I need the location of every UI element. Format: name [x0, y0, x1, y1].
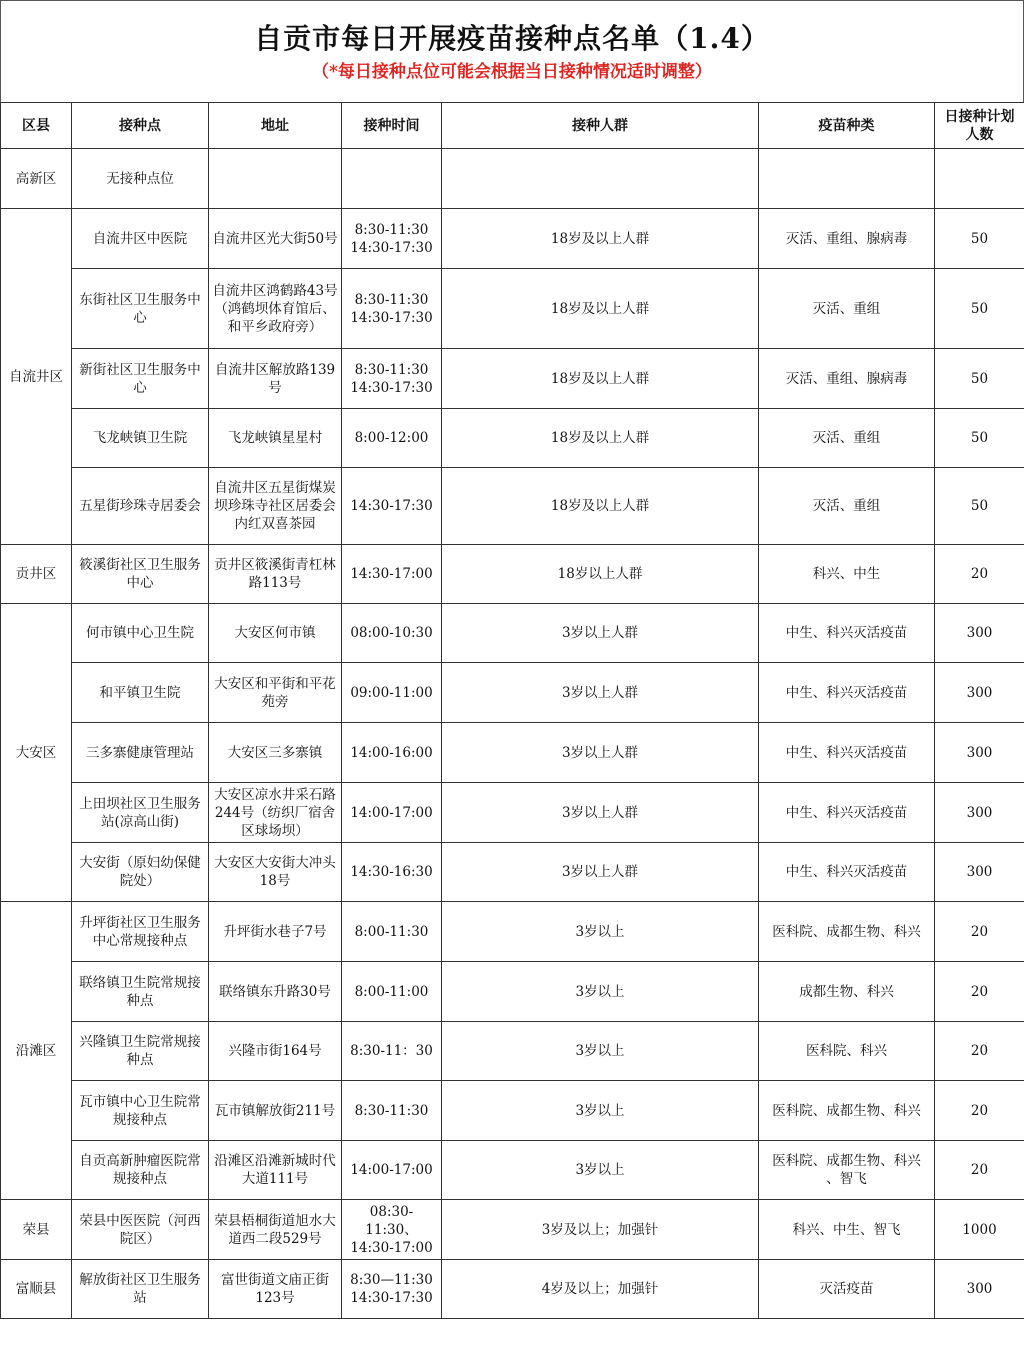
- column-header-district: 区县: [1, 103, 72, 149]
- vaccine-cell: 中生、科兴灭活疫苗: [759, 843, 935, 902]
- plan-cell: 50: [935, 468, 1024, 545]
- district-cell: 荣县: [1, 1200, 72, 1260]
- vaccine-cell: 中生、科兴灭活疫苗: [759, 783, 935, 843]
- column-header-vaccine: 疫苗种类: [759, 103, 935, 149]
- plan-cell: 300: [935, 723, 1024, 783]
- site-cell: 荣县中医医院（河西 院区）: [72, 1200, 209, 1260]
- time-cell: 14:30-16:30: [342, 843, 442, 902]
- table-row: [1, 269, 1024, 349]
- plan-cell: 50: [935, 269, 1024, 349]
- plan-cell: 300: [935, 843, 1024, 902]
- site-cell: 自贡高新肿瘤医院常 规接种点: [72, 1141, 209, 1200]
- group-cell: 3岁以上: [442, 1022, 759, 1081]
- group-cell: 4岁及以上；加强针: [442, 1260, 759, 1319]
- plan-cell: 300: [935, 604, 1024, 663]
- page-title: 自贡市每日开展疫苗接种点名单（1.4）: [254, 22, 770, 55]
- plan-cell: 300: [935, 663, 1024, 723]
- table-row: [1, 962, 1024, 1022]
- plan-cell: 20: [935, 545, 1024, 604]
- site-cell: 何市镇中心卫生院: [72, 604, 209, 663]
- vaccine-cell: 医科院、成都生物、科兴 、智飞: [759, 1141, 935, 1200]
- group-cell: 18岁及以上人群: [442, 468, 759, 545]
- site-cell: 新街社区卫生服务中 心: [72, 349, 209, 409]
- vaccine-cell: 医科院、科兴: [759, 1022, 935, 1081]
- column-header-group: 接种人群: [442, 103, 759, 149]
- address-cell: 贡井区筱溪街青杠林 路113号: [209, 545, 342, 604]
- table-row: [1, 1081, 1024, 1141]
- vaccine-cell: 灭活、重组、腺病毒: [759, 209, 935, 269]
- group-cell: 3岁以上人群: [442, 663, 759, 723]
- time-cell: 8:00-12:00: [342, 409, 442, 468]
- plan-cell: 20: [935, 1141, 1024, 1200]
- site-cell: 三多寨健康管理站: [72, 723, 209, 783]
- vaccination-sites-table: [0, 102, 1024, 1319]
- plan-cell: 1000: [935, 1200, 1024, 1260]
- group-cell: 3岁以上: [442, 902, 759, 962]
- time-cell: 8:30-11:30 14:30-17:30: [342, 209, 442, 269]
- title-block: [0, 0, 1024, 102]
- group-cell: 3岁及以上；加强针: [442, 1200, 759, 1260]
- time-cell: 8:30-11:30 14:30-17:30: [342, 269, 442, 349]
- group-cell: 3岁以上人群: [442, 783, 759, 843]
- time-cell: 8:30-11:30: [342, 1081, 442, 1141]
- group-cell: 3岁以上: [442, 1141, 759, 1200]
- address-cell: 自流井区解放路139 号: [209, 349, 342, 409]
- time-cell: 14:00-17:00: [342, 1141, 442, 1200]
- plan-cell: [935, 149, 1024, 209]
- group-cell: [442, 149, 759, 209]
- site-cell: 联络镇卫生院常规接 种点: [72, 962, 209, 1022]
- site-cell: 和平镇卫生院: [72, 663, 209, 723]
- time-cell: 8:00-11:30: [342, 902, 442, 962]
- group-cell: 18岁及以上人群: [442, 349, 759, 409]
- time-cell: 14:00-17:00: [342, 783, 442, 843]
- vaccine-cell: 科兴、中生、智飞: [759, 1200, 935, 1260]
- table-header: [1, 103, 1024, 149]
- group-cell: 18岁及以上人群: [442, 269, 759, 349]
- address-cell: 兴隆市街164号: [209, 1022, 342, 1081]
- time-cell: 08:30-11:30、 14:30-17:00: [342, 1200, 442, 1260]
- vaccine-cell: 灭活、重组: [759, 409, 935, 468]
- group-cell: 3岁以上人群: [442, 843, 759, 902]
- time-cell: 8:30-11：30: [342, 1022, 442, 1081]
- page-subtitle: （*每日接种点位可能会根据当日接种情况适时调整）: [312, 62, 712, 82]
- vaccine-cell: 灭活、重组、腺病毒: [759, 349, 935, 409]
- table-row: [1, 723, 1024, 783]
- address-cell: 大安区何市镇: [209, 604, 342, 663]
- column-header-plan: 日接种计划 人数: [935, 103, 1024, 149]
- district-cell: 沿滩区: [1, 902, 72, 1200]
- column-header-time: 接种时间: [342, 103, 442, 149]
- table-row: [1, 545, 1024, 604]
- table-body: [1, 149, 1024, 1319]
- vaccine-cell: [759, 149, 935, 209]
- vaccine-cell: 医科院、成都生物、科兴: [759, 1081, 935, 1141]
- address-cell: 自流井区鸿鹤路43号 （鸿鹤坝体育馆后、 和平乡政府旁）: [209, 269, 342, 349]
- table-row: [1, 604, 1024, 663]
- address-cell: 联络镇东升路30号: [209, 962, 342, 1022]
- header-row: [1, 103, 1024, 149]
- address-cell: 瓦市镇解放街211号: [209, 1081, 342, 1141]
- vaccine-cell: 中生、科兴灭活疫苗: [759, 604, 935, 663]
- district-cell: 贡井区: [1, 545, 72, 604]
- district-cell: 富顺县: [1, 1260, 72, 1319]
- group-cell: 18岁以上人群: [442, 545, 759, 604]
- address-cell: 升坪街水巷子7号: [209, 902, 342, 962]
- table-row: [1, 1200, 1024, 1260]
- table-row: [1, 1260, 1024, 1319]
- site-cell: 大安街（原妇幼保健 院处）: [72, 843, 209, 902]
- table-row: [1, 149, 1024, 209]
- table-row: [1, 349, 1024, 409]
- address-cell: 自流井区光大街50号: [209, 209, 342, 269]
- table-row: [1, 1141, 1024, 1200]
- plan-cell: 20: [935, 1081, 1024, 1141]
- district-cell: 自流井区: [1, 209, 72, 545]
- table-row: [1, 1022, 1024, 1081]
- group-cell: 3岁以上: [442, 962, 759, 1022]
- vaccine-cell: 医科院、成都生物、科兴: [759, 902, 935, 962]
- group-cell: 3岁以上: [442, 1081, 759, 1141]
- time-cell: 8:00-11:00: [342, 962, 442, 1022]
- site-cell: 五星街珍珠寺居委会: [72, 468, 209, 545]
- address-cell: 飞龙峡镇星星村: [209, 409, 342, 468]
- table-row: [1, 843, 1024, 902]
- table-row: [1, 663, 1024, 723]
- address-cell: 自流井区五星街煤炭 坝珍珠寺社区居委会 内红双喜茶园: [209, 468, 342, 545]
- plan-cell: 20: [935, 902, 1024, 962]
- site-cell: 解放街社区卫生服务 站: [72, 1260, 209, 1319]
- vaccine-cell: 灭活、重组: [759, 468, 935, 545]
- time-cell: 14:30-17:00: [342, 545, 442, 604]
- plan-cell: 20: [935, 1022, 1024, 1081]
- time-cell: 14:30-17:30: [342, 468, 442, 545]
- table-row: [1, 783, 1024, 843]
- site-cell: 自流井区中医院: [72, 209, 209, 269]
- table-row: [1, 468, 1024, 545]
- address-cell: 大安区三多寨镇: [209, 723, 342, 783]
- vaccine-cell: 科兴、中生: [759, 545, 935, 604]
- plan-cell: 20: [935, 962, 1024, 1022]
- group-cell: 18岁及以上人群: [442, 209, 759, 269]
- address-cell: 沿滩区沿滩新城时代 大道111号: [209, 1141, 342, 1200]
- address-cell: 大安区凉水井采石路 244号（纺织厂宿舍 区球场坝）: [209, 783, 342, 843]
- time-cell: 09:00-11:00: [342, 663, 442, 723]
- district-cell: 大安区: [1, 604, 72, 902]
- site-cell: 无接种点位: [72, 149, 209, 209]
- column-header-address: 地址: [209, 103, 342, 149]
- table-row: [1, 409, 1024, 468]
- plan-cell: 50: [935, 209, 1024, 269]
- time-cell: 08:00-10:30: [342, 604, 442, 663]
- time-cell: 8:30-11:30 14:30-17:30: [342, 349, 442, 409]
- table-row: [1, 902, 1024, 962]
- plan-cell: 50: [935, 409, 1024, 468]
- vaccine-cell: 灭活疫苗: [759, 1260, 935, 1319]
- site-cell: 筱溪街社区卫生服务 中心: [72, 545, 209, 604]
- site-cell: 上田坝社区卫生服务 站(凉高山街): [72, 783, 209, 843]
- site-cell: 升坪街社区卫生服务 中心常规接种点: [72, 902, 209, 962]
- time-cell: 8:30—11:30 14:30-17:30: [342, 1260, 442, 1319]
- site-cell: 东街社区卫生服务中 心: [72, 269, 209, 349]
- site-cell: 飞龙峡镇卫生院: [72, 409, 209, 468]
- address-cell: [209, 149, 342, 209]
- site-cell: 兴隆镇卫生院常规接 种点: [72, 1022, 209, 1081]
- time-cell: [342, 149, 442, 209]
- address-cell: 富世街道文庙正街 123号: [209, 1260, 342, 1319]
- plan-cell: 300: [935, 1260, 1024, 1319]
- vaccine-cell: 灭活、重组: [759, 269, 935, 349]
- vaccine-cell: 成都生物、科兴: [759, 962, 935, 1022]
- table-row: [1, 209, 1024, 269]
- address-cell: 大安区和平街和平花 苑旁: [209, 663, 342, 723]
- address-cell: 荣县梧桐街道旭水大 道西二段529号: [209, 1200, 342, 1260]
- column-header-site: 接种点: [72, 103, 209, 149]
- group-cell: 18岁及以上人群: [442, 409, 759, 468]
- group-cell: 3岁以上人群: [442, 723, 759, 783]
- plan-cell: 50: [935, 349, 1024, 409]
- vaccine-cell: 中生、科兴灭活疫苗: [759, 723, 935, 783]
- group-cell: 3岁以上人群: [442, 604, 759, 663]
- vaccine-cell: 中生、科兴灭活疫苗: [759, 663, 935, 723]
- address-cell: 大安区大安街大冲头 18号: [209, 843, 342, 902]
- plan-cell: 300: [935, 783, 1024, 843]
- district-cell: 高新区: [1, 149, 72, 209]
- site-cell: 瓦市镇中心卫生院常 规接种点: [72, 1081, 209, 1141]
- time-cell: 14:00-16:00: [342, 723, 442, 783]
